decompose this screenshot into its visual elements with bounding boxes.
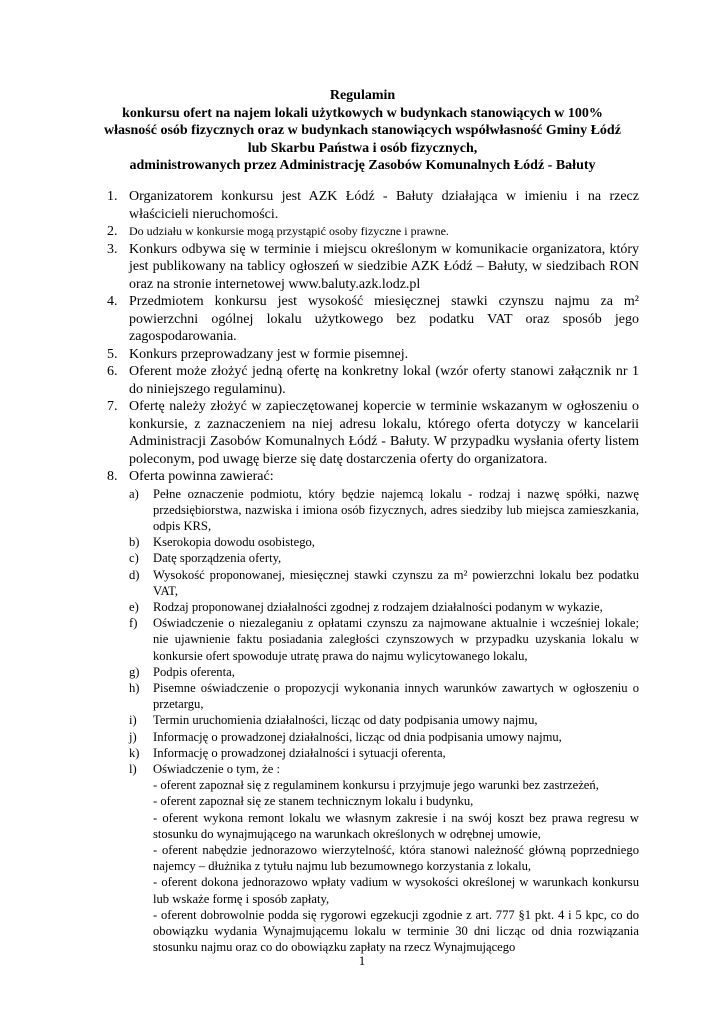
offer-contents-item [129,615,639,664]
rule-number: 1. [107,189,118,204]
offer-contents-item [129,729,639,745]
declaration-line: - oferent dokona jednorazowo wpłaty vadium w wysokości określonej w warunkach konkursu lub wskaże formę i sposób zapłaty, [153,875,639,906]
sub-letter: b) [129,535,140,550]
sub-letter: a) [129,486,139,501]
offer-contents-item [129,745,639,761]
declaration-line: - oferent nabędzie jednorazowo wierzytelność, która stanowi należność główną poprzedniego najemcy – dłużnika z tytułu najmu lub bezumownego korzystania z lokalu, [153,842,639,874]
rule-text: Konkurs przeprowadzany jest w formie pisemnej. [129,346,409,362]
sub-letter: d) [129,567,140,582]
declaration-line: - oferent dobrowolnie podda się rygorowi egzekucji zgodnie z art. 777 §1 pkt. 4 i 5 kpc, co do obowiązku wydania Wynajmującemu lokalu w terminie 30 dni licząc od dnia rozwiązania stosunku najmu oraz co do obowiązku zapłaty na rzecz Wynajmującego [153,907,639,955]
rule-text: Oferta powinna zawierać: [129,469,274,484]
title-line: Regulamin [329,88,396,103]
offer-contents-item [129,534,639,550]
rule-text: Przedmiotem konkursu jest wysokość miesięcznej stawki czynszu najmu za m² powierzchni ogólnej lokalu użytkowego bez podatku VAT oraz sposób jego zagospodarowania. [129,294,639,344]
declaration-line: - oferent zapoznał się ze stanem technicznym lokalu i budynku, [153,794,474,809]
title-line: własność osób fizycznych oraz w budynkach stanowiących współwłasność Gminy Łódź [104,123,621,138]
sub-letter: f) [129,616,138,631]
rule-number: 4. [107,294,118,309]
sub-text: Informację o prowadzonej działalności i sytuacji oferenta, [153,745,446,760]
sub-text: Datę sporządzenia oferty, [153,551,282,566]
offer-contents-item [129,761,639,955]
sub-letter: h) [129,680,140,695]
offer-contents-item [129,664,639,680]
rule-item [107,188,639,223]
rule-text: Oferent może złożyć jedną ofertę na konkretny lokal (wzór oferty stanowi załącznik nr 1 do niniejszego regulaminu). [129,364,639,397]
rule-number: 5. [107,346,118,362]
declaration-line: - oferent wykona remont lokalu we własnym zakresie i na swój koszt bez prawa regresu w stosunku do wynajmującego na warunkach określonych w odrębnej umowie, [153,810,639,841]
offer-contents-item [129,550,639,566]
rule-number: 6. [107,364,118,379]
sub-text: Oświadczenie o niezaleganiu z opłatami czynszu za najmowane aktualnie i wcześniej lokale; nie ujawnienie faktu posiadania zaległości czynszowych w przypadku uzyskania lokalu w konkursie ofert spowoduje utratę prawa do najmu wylicytowanego lokalu, [153,616,639,663]
sub-text: Termin uruchomienia działalności, licząc od daty podpisania umowy najmu, [153,713,538,728]
sub-letter: e) [129,599,139,614]
offer-contents-item [129,680,639,712]
rule-number: 7. [107,399,118,414]
sub-letter: k) [129,745,140,760]
offer-contents-list [129,486,639,956]
sub-text: Pisemne oświadczenie o propozycji wykonania innych warunków zawartych w ogłoszeniu o przetargu, [153,680,639,712]
sub-text: Pełne oznaczenie podmiotu, który będzie najemcą lokalu - rodzaj i nazwę spółki, nazwę przedsiębiorstwa, nazwiska i imiona osób fizycznych, adres siedziby lub miejsca zamieszkania, odpis KRS, [153,486,639,533]
sub-letter: i) [129,713,137,728]
sub-text: Oświadczenie o tym, że : [153,761,280,776]
rule-item [107,346,639,364]
sub-text: Kserokopia dowodu osobistego, [153,535,315,550]
rules-list [107,188,639,955]
rule-text: Konkurs odbywa się w terminie i miejscu określonym w komunikacie organizatora, który jest publikowany na tablicy ogłoszeń w siedzibie AZK Łódź – Bałuty, w siedzibach RON oraz na stronie internetowej www.baluty.azk.lodz.pl [129,241,639,292]
page-number: 1 [358,953,366,968]
offer-contents-item [129,599,639,615]
title-line: konkursu ofert na najem lokali użytkowych w budynkach stanowiących w 100% [122,105,603,121]
rule-item [107,241,639,294]
rule-number: 2. [107,224,118,239]
title-line: lub Skarbu Państwa i osób fizycznych, [247,140,478,156]
rule-text: Organizatorem konkursu jest AZK Łódź - Bałuty działająca w imieniu i na rzecz właścicieli nieruchomości. [129,189,639,222]
sub-letter: c) [129,551,139,566]
rule-item [107,223,639,241]
rule-number: 3. [107,241,118,257]
declaration-line: - oferent zapoznał się z regulaminem konkursu i przyjmuje jego warunki bez zastrzeżeń, [153,778,599,793]
rule-item [107,293,639,346]
rule-item [107,398,639,468]
offer-contents-item [129,712,639,728]
sub-text: Rodzaj proponowanej działalności zgodnej z rodzajem działalności podanym w wykazie, [153,599,603,614]
rule-item [107,468,639,955]
sub-letter: g) [129,664,140,679]
offer-contents-item [129,567,639,599]
rule-text: Ofertę należy złożyć w zapieczętowanej kopercie w terminie wskazanym w ogłoszeniu o konkursie, z zaznaczeniem na niej adresu lokalu, którego oferta dotyczy w kancelarii Administracji Zasobów Komunalnych Łódź - Bałuty. W przypadku wysłania oferty listem poleconym, pod uwagę bierze się datę dostarczenia oferty do organizatora. [129,399,639,467]
sub-text: Podpis oferenta, [153,664,235,679]
offer-contents-item [129,486,639,535]
sub-letter: l) [129,761,137,776]
document-title [90,87,635,175]
sub-text: Informację o prowadzonej działalności, licząc od dnia podpisania umowy najmu, [153,729,562,744]
sub-text: Wysokość proponowanej, miesięcznej stawki czynszu za m² powierzchni lokalu bez podatku VAT, [153,567,639,598]
sub-letter: j) [129,729,137,744]
rule-item [107,363,639,398]
rule-number: 8. [107,469,118,484]
title-line: administrowanych przez Administrację Zasobów Komunalnych Łódź - Bałuty [129,158,596,173]
rule-text: Do udziału w konkursie mogą przystąpić osoby fizyczne i prawne. [129,224,449,238]
